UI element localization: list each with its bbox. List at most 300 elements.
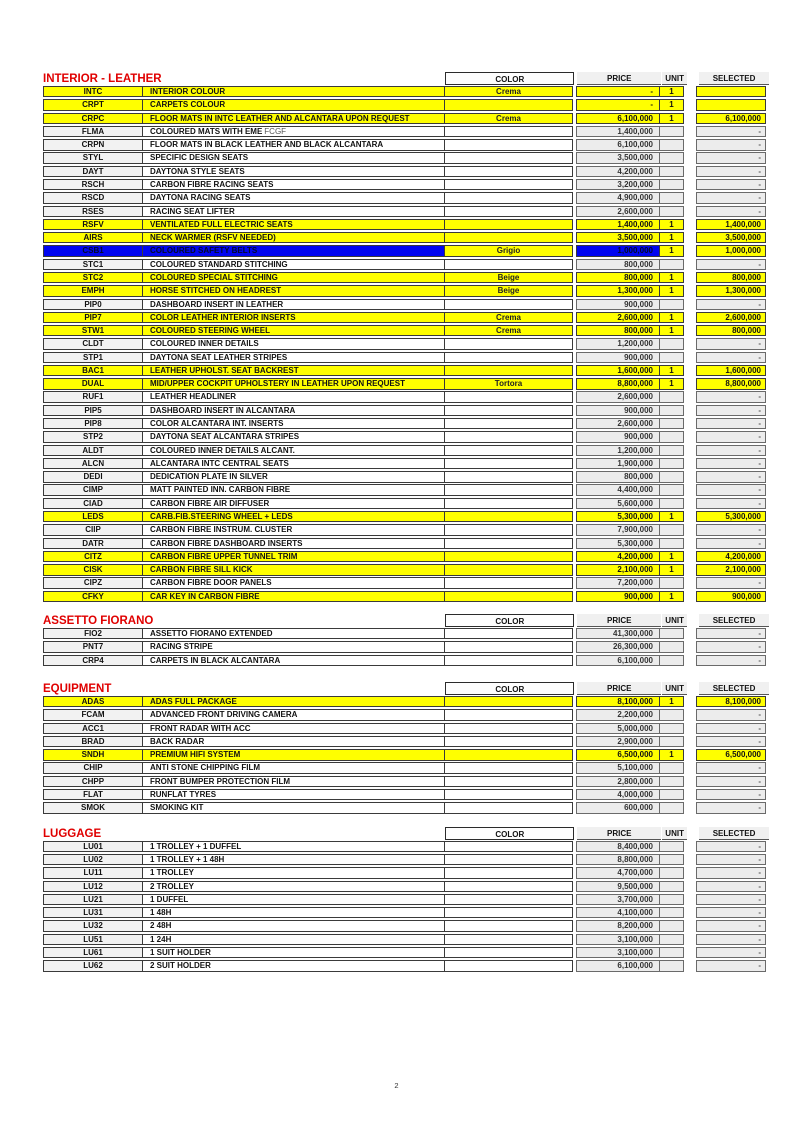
option-row-rses — [43, 206, 769, 217]
option-unit: 1 — [659, 365, 684, 376]
option-unit: 1 — [659, 551, 684, 562]
option-selected: - — [696, 259, 766, 270]
column-gap — [684, 655, 696, 666]
option-code: LU21 — [43, 894, 143, 905]
column-header-selected: SELECTED — [699, 682, 769, 695]
option-row-pip0 — [43, 299, 769, 310]
option-code: SMOK — [43, 802, 143, 813]
option-description: CARB.FIB.STEERING WHEEL + LEDS — [142, 511, 445, 522]
option-unit — [659, 934, 684, 945]
option-description: COLOURED STEERING WHEEL — [142, 325, 445, 336]
column-gap — [684, 299, 696, 310]
option-row-ciad — [43, 498, 769, 509]
option-color — [444, 960, 573, 971]
option-color — [444, 471, 573, 482]
option-description: MATT PAINTED INN. CARBON FIBRE — [142, 484, 445, 495]
option-price: 6,100,000 — [576, 655, 660, 666]
option-color: Crema — [444, 113, 573, 124]
option-code: ALDT — [43, 445, 143, 456]
option-price: 1,400,000 — [576, 126, 660, 137]
option-code: STP1 — [43, 352, 143, 363]
option-description: CARPETS IN BLACK ALCANTARA — [142, 655, 445, 666]
option-description: ASSETTO FIORANO EXTENDED — [142, 628, 445, 639]
option-price: 900,000 — [576, 431, 660, 442]
option-description: NECK WARMER (RSFV NEEDED) — [142, 232, 445, 243]
option-description: MID/UPPER COCKPIT UPHOLSTERY IN LEATHER UPON REQUEST — [142, 378, 445, 389]
option-price: 1,300,000 — [576, 285, 660, 296]
option-price: 1,400,000 — [576, 219, 660, 230]
option-unit — [659, 458, 684, 469]
column-header-unit: UNIT — [662, 72, 687, 85]
option-row-dual — [43, 378, 769, 389]
option-unit — [659, 405, 684, 416]
option-price: 4,400,000 — [576, 484, 660, 495]
column-gap — [684, 709, 696, 720]
option-unit: 1 — [659, 285, 684, 296]
option-description: RACING STRIPE — [142, 641, 445, 652]
option-code: BAC1 — [43, 365, 143, 376]
option-color — [444, 723, 573, 734]
section-equipment — [43, 682, 769, 814]
column-gap — [684, 538, 696, 549]
option-row-lu02 — [43, 854, 769, 865]
option-description: RACING SEAT LIFTER — [142, 206, 445, 217]
option-unit — [659, 920, 684, 931]
option-color — [444, 709, 573, 720]
column-gap — [684, 628, 696, 639]
option-unit — [659, 445, 684, 456]
option-code: PNT7 — [43, 641, 143, 652]
option-unit — [659, 709, 684, 720]
option-code: LU11 — [43, 867, 143, 878]
option-row-intc — [43, 86, 769, 97]
option-selected: 1,600,000 — [696, 365, 766, 376]
column-gap — [687, 827, 699, 840]
option-description: FRONT RADAR WITH ACC — [142, 723, 445, 734]
option-selected: 800,000 — [696, 272, 766, 283]
option-description: 2 48H — [142, 920, 445, 931]
option-unit — [659, 166, 684, 177]
option-selected: - — [696, 736, 766, 747]
options-price-list — [43, 72, 769, 973]
option-code: FIO2 — [43, 628, 143, 639]
option-row-cimp — [43, 484, 769, 495]
option-code: CHPP — [43, 776, 143, 787]
section-header — [43, 614, 769, 627]
section-header — [43, 72, 769, 85]
column-gap — [684, 736, 696, 747]
option-selected — [696, 86, 766, 97]
option-price: 900,000 — [576, 405, 660, 416]
column-gap — [684, 312, 696, 323]
option-price: 2,200,000 — [576, 709, 660, 720]
column-gap — [684, 259, 696, 270]
option-price: 800,000 — [576, 259, 660, 270]
option-selected: 3,500,000 — [696, 232, 766, 243]
option-description: 1 TROLLEY + 1 DUFFEL — [142, 841, 445, 852]
column-gap — [684, 445, 696, 456]
option-row-aldt — [43, 445, 769, 456]
option-code: EMPH — [43, 285, 143, 296]
option-description: DASHBOARD INSERT IN LEATHER — [142, 299, 445, 310]
option-color — [444, 802, 573, 813]
column-gap — [684, 405, 696, 416]
option-row-stp1 — [43, 352, 769, 363]
option-color — [444, 854, 573, 865]
option-color — [444, 551, 573, 562]
option-code: CFKY — [43, 591, 143, 602]
option-description: SMOKING KIT — [142, 802, 445, 813]
option-code: PIP7 — [43, 312, 143, 323]
option-row-adas — [43, 696, 769, 707]
option-description: COLOR ALCANTARA INT. INSERTS — [142, 418, 445, 429]
option-unit — [659, 655, 684, 666]
option-description: LEATHER UPHOLST. SEAT BACKREST — [142, 365, 445, 376]
option-selected: - — [696, 709, 766, 720]
option-row-dayt — [43, 166, 769, 177]
option-color — [444, 445, 573, 456]
column-gap — [684, 139, 696, 150]
option-unit — [659, 338, 684, 349]
option-description: PREMIUM HIFI SYSTEM — [142, 749, 445, 760]
option-selected: - — [696, 484, 766, 495]
option-price: 8,200,000 — [576, 920, 660, 931]
option-row-styl — [43, 152, 769, 163]
option-color — [444, 498, 573, 509]
option-unit — [659, 641, 684, 652]
option-row-rscd — [43, 192, 769, 203]
option-description: FRONT BUMPER PROTECTION FILM — [142, 776, 445, 787]
option-description: CARBON FIBRE DASHBOARD INSERTS — [142, 538, 445, 549]
option-selected: - — [696, 776, 766, 787]
option-price: 5,300,000 — [576, 538, 660, 549]
option-price: 7,900,000 — [576, 524, 660, 535]
option-row-citz — [43, 551, 769, 562]
option-price: 3,500,000 — [576, 152, 660, 163]
option-color — [444, 365, 573, 376]
option-color — [444, 789, 573, 800]
column-gap — [684, 907, 696, 918]
option-price: 2,100,000 — [576, 564, 660, 575]
option-row-crpc — [43, 113, 769, 124]
option-code: CISK — [43, 564, 143, 575]
option-selected: - — [696, 907, 766, 918]
option-selected: - — [696, 352, 766, 363]
option-unit — [659, 854, 684, 865]
option-color — [444, 391, 573, 402]
option-code: CRPC — [43, 113, 143, 124]
option-description: COLOURED INNER DETAILS — [142, 338, 445, 349]
option-description: ADVANCED FRONT DRIVING CAMERA — [142, 709, 445, 720]
option-color — [444, 431, 573, 442]
column-gap — [684, 947, 696, 958]
option-selected: - — [696, 538, 766, 549]
option-description: COLOURED SPECIAL STITCHING — [142, 272, 445, 283]
option-code: CIAD — [43, 498, 143, 509]
option-color — [444, 206, 573, 217]
option-selected — [696, 99, 766, 110]
option-selected: - — [696, 418, 766, 429]
option-unit: 1 — [659, 511, 684, 522]
option-row-leds — [43, 511, 769, 522]
option-price: 8,800,000 — [576, 378, 660, 389]
option-price: 6,100,000 — [576, 960, 660, 971]
option-unit — [659, 881, 684, 892]
option-price: 800,000 — [576, 325, 660, 336]
option-row-flat — [43, 789, 769, 800]
option-code: LU02 — [43, 854, 143, 865]
option-unit — [659, 179, 684, 190]
option-unit — [659, 577, 684, 588]
option-code: CIMP — [43, 484, 143, 495]
option-code: CRP4 — [43, 655, 143, 666]
option-code: STYL — [43, 152, 143, 163]
option-code: CHIP — [43, 762, 143, 773]
column-gap — [684, 113, 696, 124]
option-price: - — [576, 86, 660, 97]
column-gap — [684, 696, 696, 707]
option-selected: - — [696, 126, 766, 137]
option-description: CAR KEY IN CARBON FIBRE — [142, 591, 445, 602]
option-price: 5,300,000 — [576, 511, 660, 522]
option-selected: 8,100,000 — [696, 696, 766, 707]
column-gap — [684, 245, 696, 256]
option-code: LU12 — [43, 881, 143, 892]
option-color — [444, 259, 573, 270]
option-description: 1 48H — [142, 907, 445, 918]
option-color — [444, 418, 573, 429]
option-selected: - — [696, 655, 766, 666]
option-code: LEDS — [43, 511, 143, 522]
option-selected: - — [696, 854, 766, 865]
option-description: 1 DUFFEL — [142, 894, 445, 905]
option-code: RUF1 — [43, 391, 143, 402]
option-description: ALCANTARA INTC CENTRAL SEATS — [142, 458, 445, 469]
option-unit — [659, 524, 684, 535]
option-color — [444, 920, 573, 931]
option-code: DEDI — [43, 471, 143, 482]
column-gap — [684, 749, 696, 760]
option-color — [444, 139, 573, 150]
section-header — [43, 682, 769, 695]
option-selected: - — [696, 445, 766, 456]
option-row-lu62 — [43, 960, 769, 971]
column-gap — [684, 934, 696, 945]
option-unit: 1 — [659, 696, 684, 707]
option-row-lu21 — [43, 894, 769, 905]
option-description: CARBON FIBRE AIR DIFFUSER — [142, 498, 445, 509]
column-gap — [684, 206, 696, 217]
option-description: COLOURED SAFETY BELTS — [142, 245, 445, 256]
column-gap — [684, 99, 696, 110]
option-color — [444, 152, 573, 163]
option-code: PIP8 — [43, 418, 143, 429]
option-price: 6,100,000 — [576, 113, 660, 124]
option-row-lu11 — [43, 867, 769, 878]
column-gap — [684, 498, 696, 509]
option-price: 1,600,000 — [576, 365, 660, 376]
column-gap — [684, 365, 696, 376]
column-gap — [684, 272, 696, 283]
option-code: CIPZ — [43, 577, 143, 588]
option-code: LU01 — [43, 841, 143, 852]
option-code: LU61 — [43, 947, 143, 958]
option-selected: - — [696, 789, 766, 800]
option-selected: 1,000,000 — [696, 245, 766, 256]
option-price: 800,000 — [576, 272, 660, 283]
option-selected: - — [696, 960, 766, 971]
option-unit — [659, 391, 684, 402]
section-interior-leather — [43, 72, 769, 602]
option-description: COLOURED INNER DETAILS ALCANT. — [142, 445, 445, 456]
option-color — [444, 338, 573, 349]
option-row-fio2 — [43, 628, 769, 639]
option-color — [444, 947, 573, 958]
option-code: PIP5 — [43, 405, 143, 416]
option-unit: 1 — [659, 378, 684, 389]
option-color — [444, 232, 573, 243]
option-price: 26,300,000 — [576, 641, 660, 652]
option-price: 900,000 — [576, 352, 660, 363]
option-description: FLOOR MATS IN INTC LEATHER AND ALCANTARA UPON REQUEST — [142, 113, 445, 124]
option-code: CLDT — [43, 338, 143, 349]
option-row-crp4 — [43, 655, 769, 666]
option-selected: - — [696, 641, 766, 652]
option-unit — [659, 299, 684, 310]
option-price: 2,600,000 — [576, 418, 660, 429]
option-code: DAYT — [43, 166, 143, 177]
option-selected: 800,000 — [696, 325, 766, 336]
option-unit — [659, 126, 684, 137]
option-price: 1,200,000 — [576, 445, 660, 456]
option-price: 4,200,000 — [576, 166, 660, 177]
option-description: HORSE STITCHED ON HEADREST — [142, 285, 445, 296]
option-row-rsfv — [43, 219, 769, 230]
option-description-code: FCGF — [264, 126, 287, 136]
column-gap — [684, 471, 696, 482]
section-title: ASSETTO FIORANO — [43, 615, 154, 628]
option-code: BRAD — [43, 736, 143, 747]
option-description: INTERIOR COLOUR — [142, 86, 445, 97]
option-selected: - — [696, 431, 766, 442]
option-row-chip — [43, 762, 769, 773]
option-price: 6,500,000 — [576, 749, 660, 760]
column-gap — [684, 591, 696, 602]
option-price: 3,100,000 — [576, 934, 660, 945]
option-price: 900,000 — [576, 299, 660, 310]
option-code: DUAL — [43, 378, 143, 389]
column-gap — [687, 72, 699, 85]
option-unit: 1 — [659, 591, 684, 602]
option-description: 1 TROLLEY — [142, 867, 445, 878]
column-header-color: COLOR — [445, 827, 574, 840]
column-header-selected: SELECTED — [699, 827, 769, 840]
option-code: CRPN — [43, 139, 143, 150]
option-color: Crema — [444, 325, 573, 336]
column-header-price: PRICE — [577, 72, 661, 85]
option-description: CARBON FIBRE INSTRUM. CLUSTER — [142, 524, 445, 535]
column-gap — [684, 867, 696, 878]
option-unit: 1 — [659, 312, 684, 323]
option-unit — [659, 431, 684, 442]
option-unit: 1 — [659, 99, 684, 110]
option-price: 8,400,000 — [576, 841, 660, 852]
option-price: 8,100,000 — [576, 696, 660, 707]
option-row-stp2 — [43, 431, 769, 442]
column-gap — [684, 762, 696, 773]
option-row-pip7 — [43, 312, 769, 323]
column-gap — [684, 352, 696, 363]
option-color: Beige — [444, 285, 573, 296]
option-color — [444, 511, 573, 522]
option-color — [444, 762, 573, 773]
option-price: 4,900,000 — [576, 192, 660, 203]
column-gap — [684, 841, 696, 852]
option-description: DEDICATION PLATE IN SILVER — [142, 471, 445, 482]
option-row-alcn — [43, 458, 769, 469]
option-row-lu01 — [43, 841, 769, 852]
column-gap — [687, 614, 699, 627]
option-code: RSES — [43, 206, 143, 217]
option-description: ADAS FULL PACKAGE — [142, 696, 445, 707]
option-description: CARBON FIBRE SILL KICK — [142, 564, 445, 575]
option-unit — [659, 206, 684, 217]
option-row-bac1 — [43, 365, 769, 376]
option-code: CITZ — [43, 551, 143, 562]
column-gap — [684, 152, 696, 163]
option-row-stc2 — [43, 272, 769, 283]
option-selected: - — [696, 723, 766, 734]
option-code: LU51 — [43, 934, 143, 945]
column-gap — [684, 894, 696, 905]
option-selected: - — [696, 920, 766, 931]
option-code: SNDH — [43, 749, 143, 760]
option-selected: 1,300,000 — [696, 285, 766, 296]
option-row-pip8 — [43, 418, 769, 429]
option-color — [444, 628, 573, 639]
column-gap — [684, 524, 696, 535]
option-code: INTC — [43, 86, 143, 97]
option-description: RUNFLAT TYRES — [142, 789, 445, 800]
option-price: 4,700,000 — [576, 867, 660, 878]
section-title: LUGGAGE — [43, 827, 102, 840]
option-row-airs — [43, 232, 769, 243]
column-header-selected: SELECTED — [699, 614, 769, 627]
option-selected: - — [696, 498, 766, 509]
option-price: 6,100,000 — [576, 139, 660, 150]
option-selected: 1,400,000 — [696, 219, 766, 230]
option-price: 1,000,000 — [576, 245, 660, 256]
option-code: LU62 — [43, 960, 143, 971]
option-code: STC2 — [43, 272, 143, 283]
option-description: CARPETS COLOUR — [142, 99, 445, 110]
option-description: 1 SUIT HOLDER — [142, 947, 445, 958]
column-gap — [684, 378, 696, 389]
option-selected: 6,500,000 — [696, 749, 766, 760]
option-unit: 1 — [659, 245, 684, 256]
option-color — [444, 352, 573, 363]
option-code: RSCH — [43, 179, 143, 190]
option-price: 5,000,000 — [576, 723, 660, 734]
option-code: FCAM — [43, 709, 143, 720]
option-price: 4,100,000 — [576, 907, 660, 918]
option-description: FLOOR MATS IN BLACK LEATHER AND BLACK ALCANTARA — [142, 139, 445, 150]
column-header-price: PRICE — [577, 827, 661, 840]
option-selected: - — [696, 802, 766, 813]
option-unit — [659, 907, 684, 918]
option-selected: - — [696, 299, 766, 310]
option-selected: - — [696, 206, 766, 217]
